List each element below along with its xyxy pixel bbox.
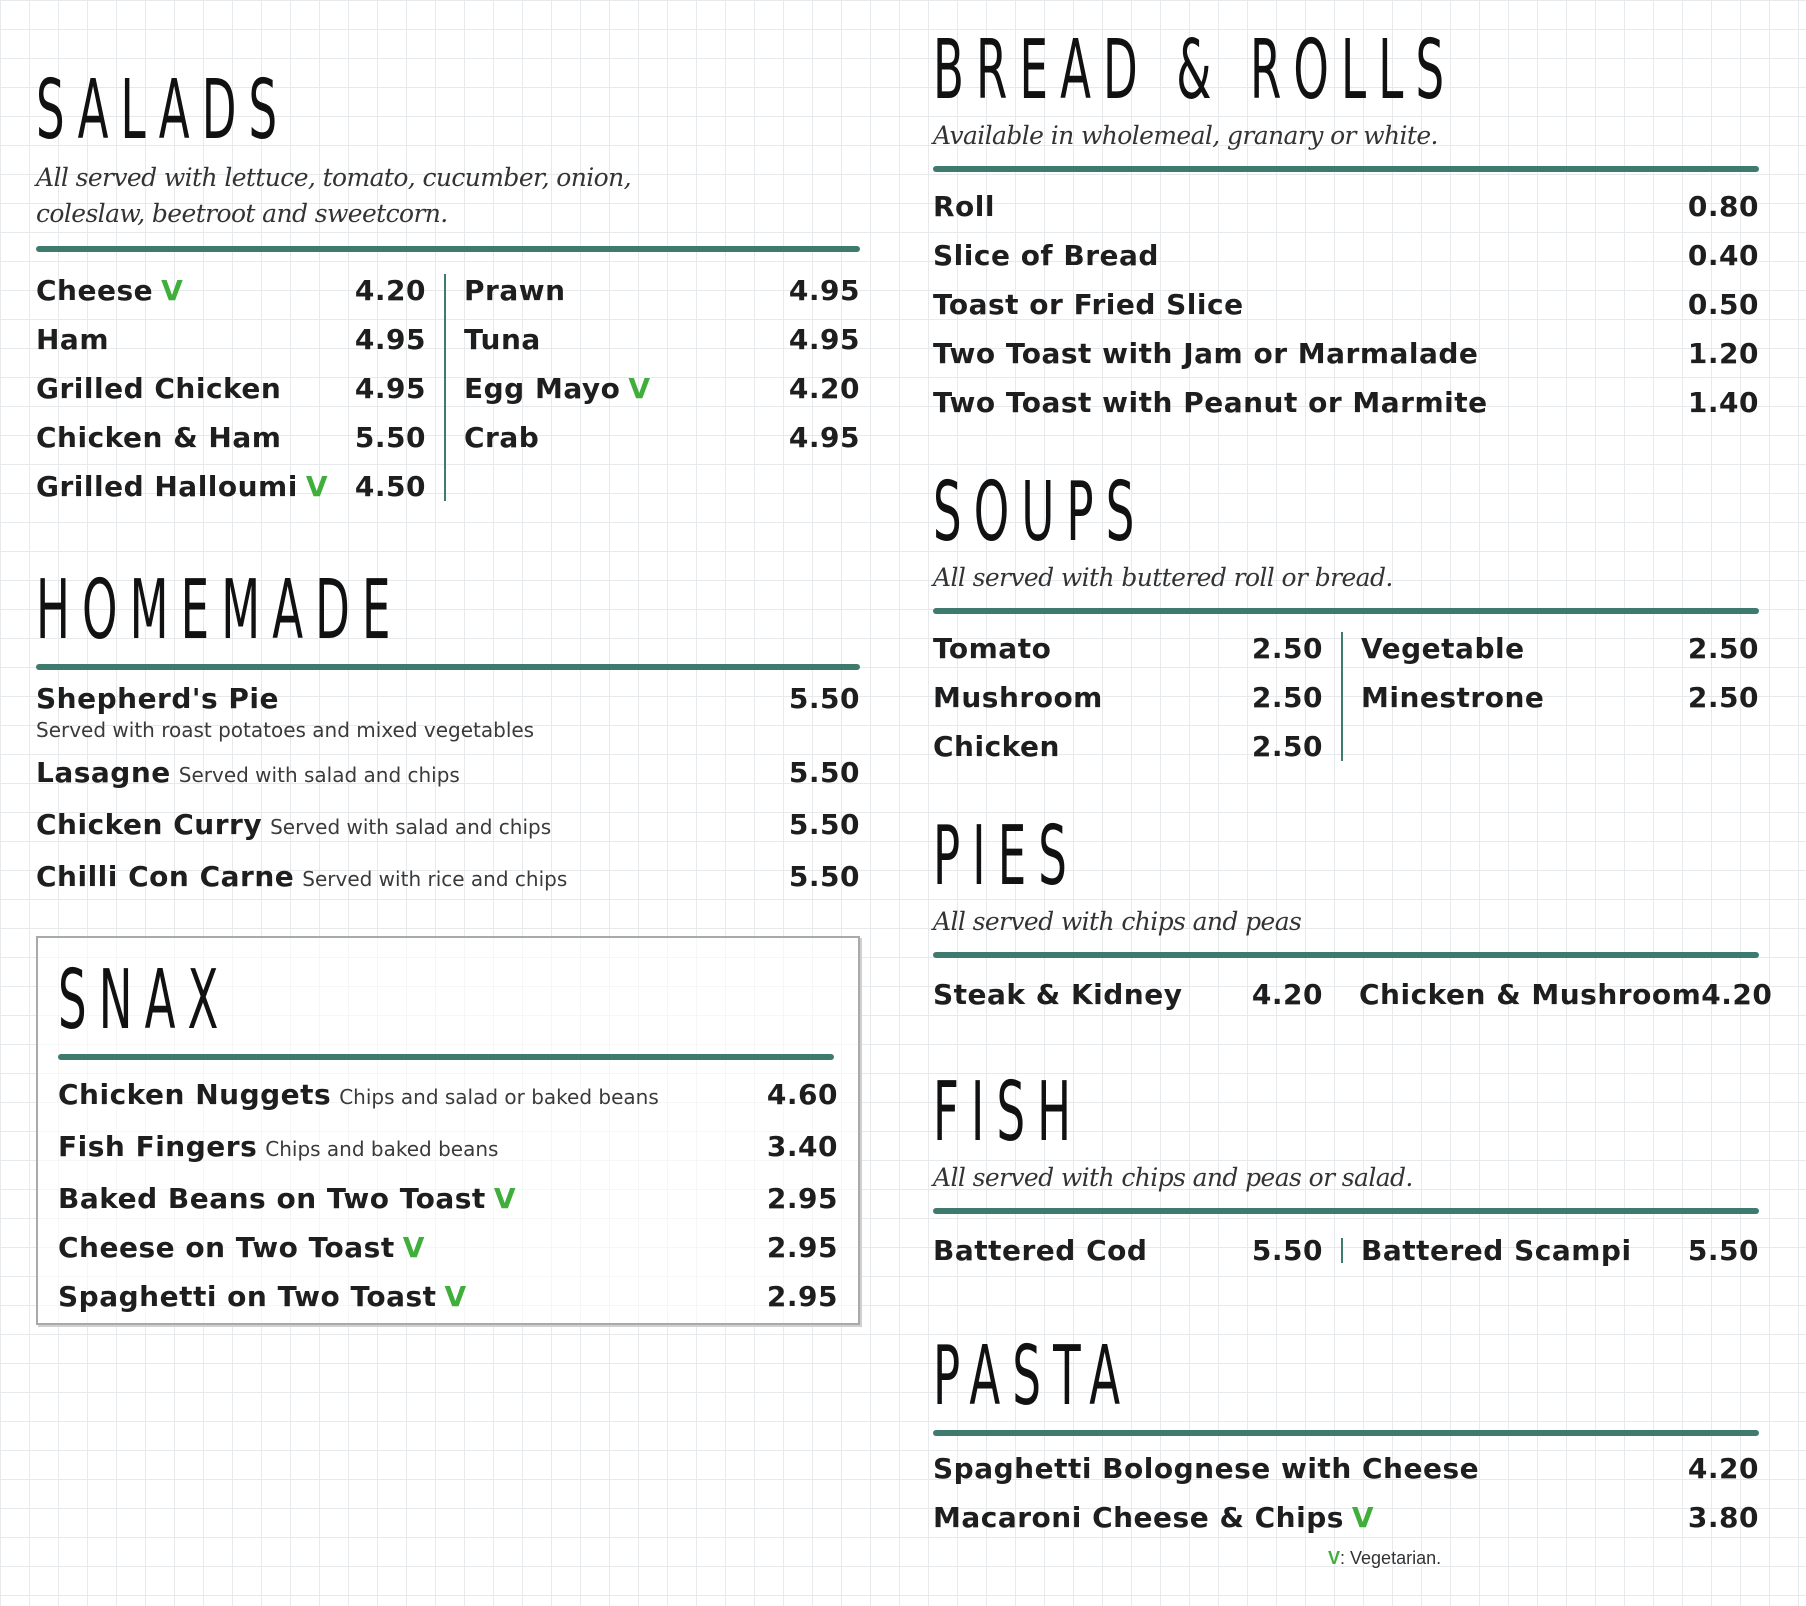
menu-item: Macaroni Cheese & Chips V 3.80 <box>933 1493 1759 1542</box>
price: 2.50 <box>1687 681 1759 714</box>
column-divider <box>1341 1238 1343 1263</box>
vegetarian-mark: V <box>444 1280 467 1313</box>
menu-item: Grilled Halloumi V 4.50 <box>36 462 426 511</box>
price: 3.40 <box>766 1130 838 1163</box>
pies-left <box>933 970 1323 1019</box>
bread-subtitle: Available in wholemeal, granary or white. <box>933 121 1438 150</box>
price: 4.95 <box>788 323 860 356</box>
item-description: Chips and salad or baked beans <box>339 1085 659 1109</box>
soups-items <box>933 624 1759 771</box>
price: 5.50 <box>1251 1234 1323 1267</box>
price: 4.60 <box>766 1078 838 1111</box>
vegetarian-mark: V <box>1351 1501 1375 1534</box>
salads-right-list <box>464 266 860 511</box>
soups-left-list <box>933 624 1323 771</box>
item-description: Chips and baked beans <box>265 1137 499 1161</box>
menu-item: Battered Scampi 5.50 <box>1361 1226 1759 1275</box>
menu-item: Roll 0.80 <box>933 182 1759 231</box>
homemade-items <box>36 680 860 904</box>
bread-heading: BREAD & ROLLS <box>933 23 1457 118</box>
pies-right <box>1359 970 1772 1019</box>
price: 4.20 <box>354 274 426 307</box>
fish-heading: FISH <box>933 1065 1084 1160</box>
pies-heading: PIES <box>933 809 1080 904</box>
menu-item: Chicken & Ham 5.50 <box>36 413 426 462</box>
salads-subtitle <box>36 160 860 232</box>
pies-items <box>933 970 1773 1019</box>
price: 0.80 <box>1687 190 1759 223</box>
price: 4.20 <box>788 372 860 405</box>
price: 3.80 <box>1687 1501 1759 1534</box>
menu-item: Grilled Chicken 4.95 <box>36 364 426 413</box>
fish-left <box>933 1226 1323 1275</box>
price: 5.50 <box>354 421 426 454</box>
soups-rule <box>933 608 1759 614</box>
menu-item: Minestrone 2.50 <box>1361 673 1759 722</box>
price: 1.20 <box>1687 337 1759 370</box>
vegetarian-mark: V <box>493 1182 516 1215</box>
soups-subtitle: All served with buttered roll or bread. <box>933 563 1393 592</box>
fish-items <box>933 1226 1759 1275</box>
menu-item: Egg Mayo V 4.20 <box>464 364 860 413</box>
item-description: Served with salad and chips <box>270 815 552 839</box>
salads-rule <box>36 246 860 252</box>
menu-item: Battered Cod 5.50 <box>933 1226 1323 1275</box>
salads-heading: SALADS <box>36 63 290 158</box>
bread-rule <box>933 166 1759 172</box>
price: 2.95 <box>766 1182 838 1215</box>
soups-heading: SOUPS <box>933 465 1147 560</box>
price: 2.95 <box>766 1231 838 1264</box>
menu-item: Spaghetti Bolognese with Cheese 4.20 <box>933 1444 1759 1493</box>
price: 2.50 <box>1251 730 1323 763</box>
menu-item: Chicken & Mushroom 4.20 <box>1359 970 1772 1019</box>
bread-items <box>933 182 1759 427</box>
price: 2.50 <box>1251 632 1323 665</box>
vegetarian-legend <box>1328 1548 1441 1569</box>
menu-item: Crab 4.95 <box>464 413 860 462</box>
vegetarian-mark: V <box>628 372 651 405</box>
fish-section <box>933 1065 1759 1275</box>
menu-item: Vegetable 2.50 <box>1361 624 1759 673</box>
pasta-rule <box>933 1430 1759 1436</box>
menu-item: Mushroom 2.50 <box>933 673 1323 722</box>
price: 5.50 <box>788 860 860 893</box>
column-divider <box>1341 632 1343 761</box>
snax-items <box>58 1070 838 1321</box>
vegetarian-mark: V <box>402 1231 425 1264</box>
pasta-heading: PASTA <box>933 1329 1133 1424</box>
price: 4.20 <box>1701 978 1773 1011</box>
homemade-rule <box>36 664 860 670</box>
price: 5.50 <box>788 682 860 715</box>
fish-subtitle: All served with chips and peas or salad. <box>933 1163 1413 1192</box>
snax-content <box>58 953 838 1321</box>
menu-item: Lasagne Served with salad and chips 5.50 <box>36 748 860 800</box>
homemade-section <box>36 563 860 904</box>
price: 4.95 <box>354 323 426 356</box>
price: 0.40 <box>1687 239 1759 272</box>
left-column <box>36 63 860 893</box>
price: 4.95 <box>788 274 860 307</box>
pies-rule <box>933 952 1759 958</box>
menu-item: Fish Fingers Chips and baked beans 3.40 <box>58 1122 838 1174</box>
menu-item: Chicken 2.50 <box>933 722 1323 771</box>
pies-section <box>933 809 1773 1019</box>
vegetarian-mark: V <box>161 274 184 307</box>
menu-item: Steak & Kidney 4.20 <box>933 970 1323 1019</box>
menu-item: Tomato 2.50 <box>933 624 1323 673</box>
price: 4.50 <box>354 470 426 503</box>
menu-item: Toast or Fried Slice 0.50 <box>933 280 1759 329</box>
price: 4.95 <box>354 372 426 405</box>
menu-item: Cheese on Two Toast V 2.95 <box>58 1223 838 1272</box>
salads-section <box>36 63 860 511</box>
pasta-items <box>933 1444 1759 1542</box>
menu-item: Chicken Curry Served with salad and chips 5.50 <box>36 800 860 852</box>
snax-rule <box>58 1054 834 1060</box>
menu-item: Chilli Con Carne Served with rice and chips 5.50 <box>36 852 860 904</box>
price: 2.50 <box>1251 681 1323 714</box>
menu-item: Slice of Bread 0.40 <box>933 231 1759 280</box>
price: 5.50 <box>1687 1234 1759 1267</box>
price: 0.50 <box>1687 288 1759 321</box>
menu-item: Tuna 4.95 <box>464 315 860 364</box>
legend-text: : Vegetarian. <box>1340 1548 1442 1568</box>
price: 2.50 <box>1687 632 1759 665</box>
price: 4.95 <box>788 421 860 454</box>
homemade-heading: HOMEMADE <box>36 563 403 658</box>
menu-item: Two Toast with Peanut or Marmite 1.40 <box>933 378 1759 427</box>
item-description: Served with rice and chips <box>302 867 568 891</box>
salads-left-list <box>36 266 426 511</box>
legend-mark: V <box>1328 1548 1341 1568</box>
fish-right <box>1361 1226 1759 1275</box>
salads-subtitle-line1: All served with lettuce, tomato, cucumber, onion, <box>36 163 631 192</box>
item-description: Served with salad and chips <box>178 763 460 787</box>
bread-section <box>933 23 1759 427</box>
column-divider <box>444 274 446 501</box>
salads-subtitle-line2: coleslaw, beetroot and sweetcorn. <box>36 199 448 228</box>
pasta-section <box>933 1329 1759 1542</box>
price: 1.40 <box>1687 386 1759 419</box>
menu-item: Ham 4.95 <box>36 315 426 364</box>
menu-item: Spaghetti on Two Toast V 2.95 <box>58 1272 838 1321</box>
price: 4.20 <box>1687 1452 1759 1485</box>
snax-section <box>36 936 860 1325</box>
soups-right-list <box>1361 624 1759 771</box>
menu-item: Chicken Nuggets Chips and salad or baked beans 4.60 <box>58 1070 838 1122</box>
pies-subtitle: All served with chips and peas <box>933 907 1302 936</box>
menu-item: Baked Beans on Two Toast V 2.95 <box>58 1174 838 1223</box>
menu-item: Two Toast with Jam or Marmalade 1.20 <box>933 329 1759 378</box>
menu-item: Cheese V 4.20 <box>36 266 426 315</box>
vegetarian-mark: V <box>305 470 329 503</box>
price: 2.95 <box>766 1280 838 1313</box>
menu-item: Shepherd's Pie 5.50 Served with roast potatoes and mixed vegetables <box>36 682 860 742</box>
right-column <box>933 23 1773 1534</box>
snax-heading: SNAX <box>58 953 231 1048</box>
price: 4.20 <box>1251 978 1323 1011</box>
menu-item: Prawn 4.95 <box>464 266 860 315</box>
soups-section <box>933 465 1759 771</box>
salads-items <box>36 266 860 511</box>
fish-rule <box>933 1208 1759 1214</box>
price: 5.50 <box>788 756 860 789</box>
price: 5.50 <box>788 808 860 841</box>
item-description: Served with roast potatoes and mixed vegetables <box>36 718 535 742</box>
